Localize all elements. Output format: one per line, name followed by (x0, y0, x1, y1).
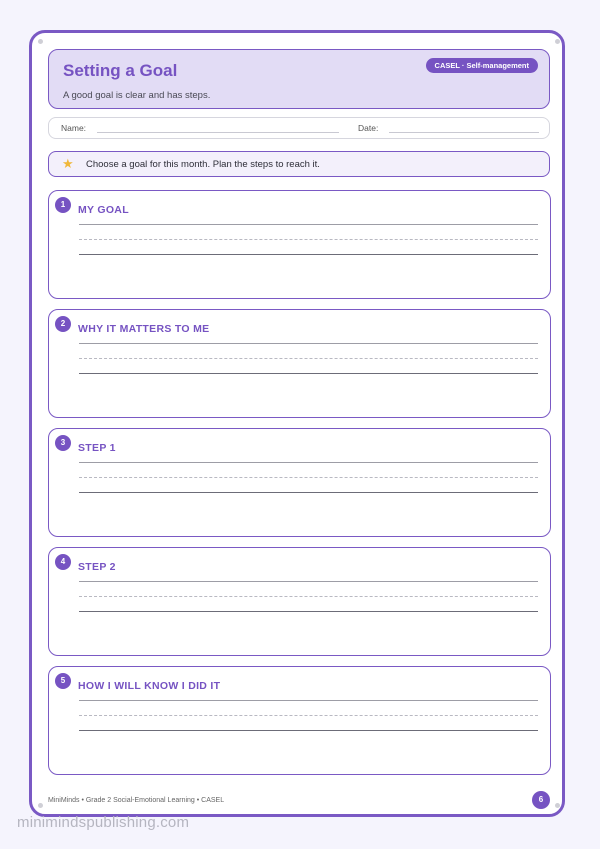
name-date-bar (48, 117, 550, 139)
writing-line[interactable] (79, 581, 538, 582)
writing-line[interactable] (79, 343, 538, 344)
page-number: 6 (532, 791, 550, 809)
casel-badge: CASEL · Self-management (426, 58, 538, 73)
date-field[interactable] (389, 132, 539, 133)
section-number: 1 (55, 197, 71, 213)
writing-guide-line (79, 239, 538, 240)
writing-guide-line (79, 477, 538, 478)
corner-dot (38, 803, 43, 808)
section-number: 4 (55, 554, 71, 570)
writing-guide-line (79, 715, 538, 716)
writing-line[interactable] (79, 462, 538, 463)
header-banner (48, 49, 550, 109)
writing-baseline[interactable] (79, 611, 538, 612)
section-title: STEP 1 (78, 442, 116, 454)
watermark: minimindspublishing.com (17, 814, 190, 831)
writing-guide-line (79, 358, 538, 359)
section-card (48, 547, 551, 656)
page-subtitle: A good goal is clear and has steps. (63, 90, 211, 101)
star-icon: ★ (62, 156, 74, 171)
date-label: Date: (358, 123, 379, 133)
name-label: Name: (61, 123, 87, 133)
writing-line[interactable] (79, 700, 538, 701)
section-card (48, 428, 551, 537)
name-field[interactable] (97, 132, 339, 133)
section-number: 3 (55, 435, 71, 451)
section-number: 5 (55, 673, 71, 689)
section-title: WHY IT MATTERS TO ME (78, 323, 210, 335)
section-title: MY GOAL (78, 204, 129, 216)
corner-dot (555, 803, 560, 808)
section-card (48, 190, 551, 299)
writing-baseline[interactable] (79, 492, 538, 493)
page-title: Setting a Goal (63, 61, 178, 80)
instruction-text: Choose a goal for this month. Plan the steps to reach it. (86, 159, 320, 170)
section-number: 2 (55, 316, 71, 332)
corner-dot (38, 39, 43, 44)
section-title: STEP 2 (78, 561, 116, 573)
corner-dot (555, 39, 560, 44)
section-title: HOW I WILL KNOW I DID IT (78, 680, 221, 692)
writing-baseline[interactable] (79, 254, 538, 255)
writing-baseline[interactable] (79, 730, 538, 731)
section-card (48, 309, 551, 418)
writing-line[interactable] (79, 224, 538, 225)
footer-text: MiniMinds • Grade 2 Social-Emotional Learning • CASEL (48, 797, 225, 804)
instruction-box (48, 151, 550, 177)
writing-baseline[interactable] (79, 373, 538, 374)
writing-guide-line (79, 596, 538, 597)
section-card (48, 666, 551, 775)
